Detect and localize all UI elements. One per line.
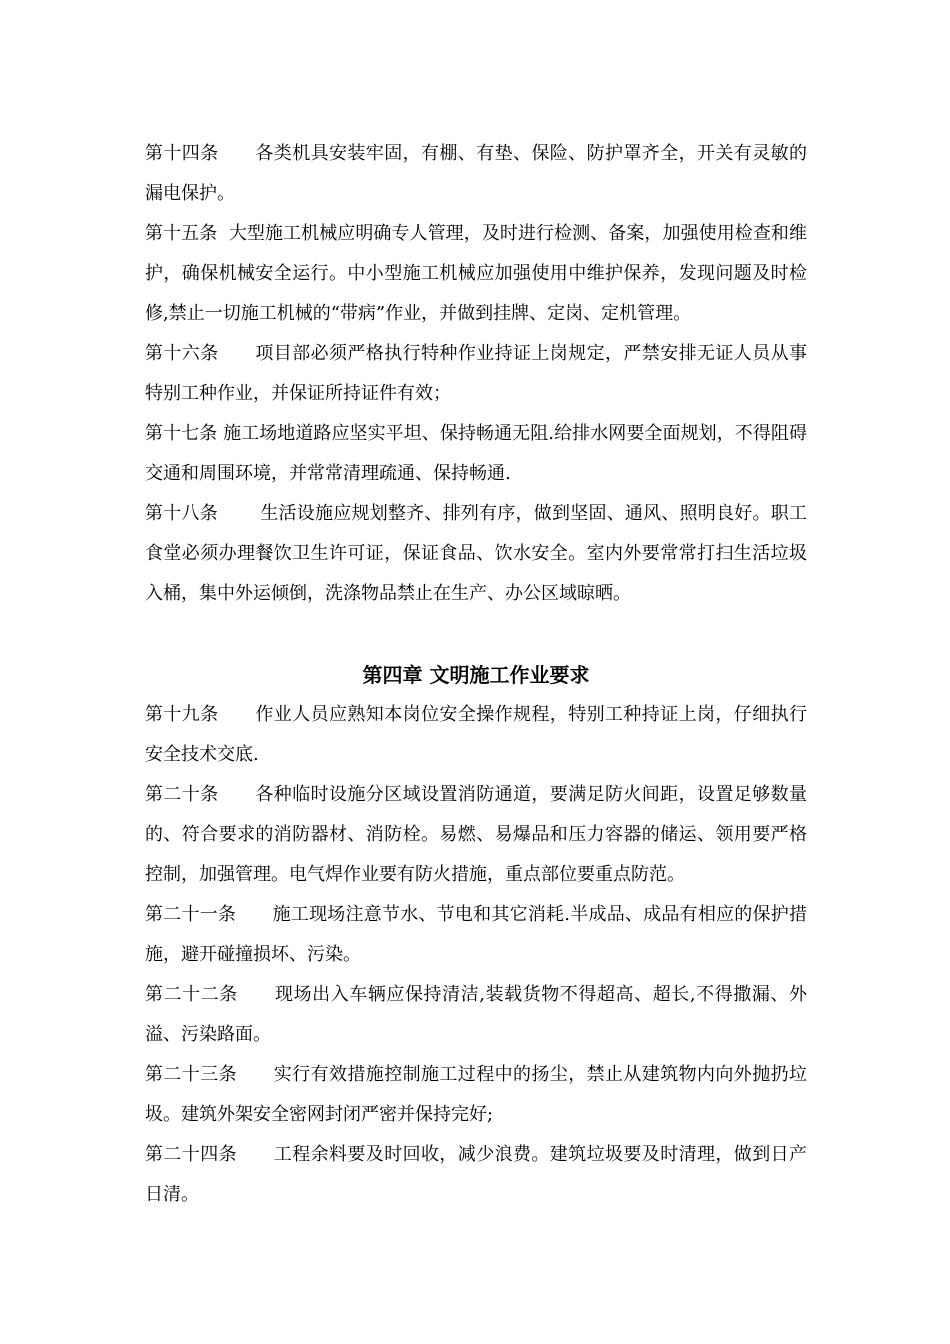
article-14: 第十四条 各类机具安装牢固，有棚、有垫、保险、防护罩齐全，开关有灵敏的漏电保护。 <box>145 143 807 204</box>
article-23: 第二十三条 实行有效措施控制施工过程中的扬尘，禁止从建筑物内向外抛扔垃圾。建筑外架安全密网封闭严密并保持完好; <box>145 1064 807 1125</box>
article-15: 第十五条 大型施工机械应明确专人管理，及时进行检测、备案，加强使用检查和维护，确保机械安全运行。中小型施工机械应加强使用中维护保养，发现问题及时检修,禁止一切施工机械的“带病”作业，并做到挂牌、定岗、定机管理。 <box>145 223 807 324</box>
article-19: 第十九条 作业人员应熟知本岗位安全操作规程，特别工种持证上岗，仔细执行安全技术交底. <box>145 704 807 765</box>
article-16: 第十六条 项目部必须严格执行特种作业持证上岗规定，严禁安排无证人员从事特别工种作业，并保证所持证件有效； <box>145 343 807 404</box>
article-17: 第十七条 施工场地道路应坚实平坦、保持畅通无阻.给排水网要全面规划，不得阻碍交通和周围环境，并常常清理疏通、保持畅通. <box>145 423 807 484</box>
chapter-title: 第四章 文明施工作业要求 <box>362 663 590 687</box>
article-21: 第二十一条 施工现场注意节水、节电和其它消耗.半成品、成品有相应的保护措施，避开碰撞损坏、污染。 <box>145 904 807 965</box>
article-18: 第十八条 生活设施应规划整齐、排列有序，做到坚固、通风、照明良好。职工食堂必须办理餐饮卫生许可证，保证食品、饮水安全。室内外要常常打扫生活垃圾入桶，集中外运倾倒，洗涤物品禁止在生产、办公区域晾晒。 <box>145 503 807 604</box>
article-24: 第二十四条 工程余料要及时回收，减少浪费。建筑垃圾要及时清理，做到日产日清。 <box>145 1144 807 1205</box>
document-body <box>145 134 807 1215</box>
article-22: 第二十二条 现场出入车辆应保持清洁,装载货物不得超高、超长,不得撒漏、外溢、污染路面。 <box>145 984 807 1045</box>
article-20: 第二十条 各种临时设施分区域设置消防通道，要满足防火间距，设置足够数量的、符合要求的消防器材、消防栓。易燃、易爆品和压力容器的储运、领用要严格控制，加强管理。电气焊作业要有防火措施，重点部位要重点防范。 <box>145 784 807 885</box>
